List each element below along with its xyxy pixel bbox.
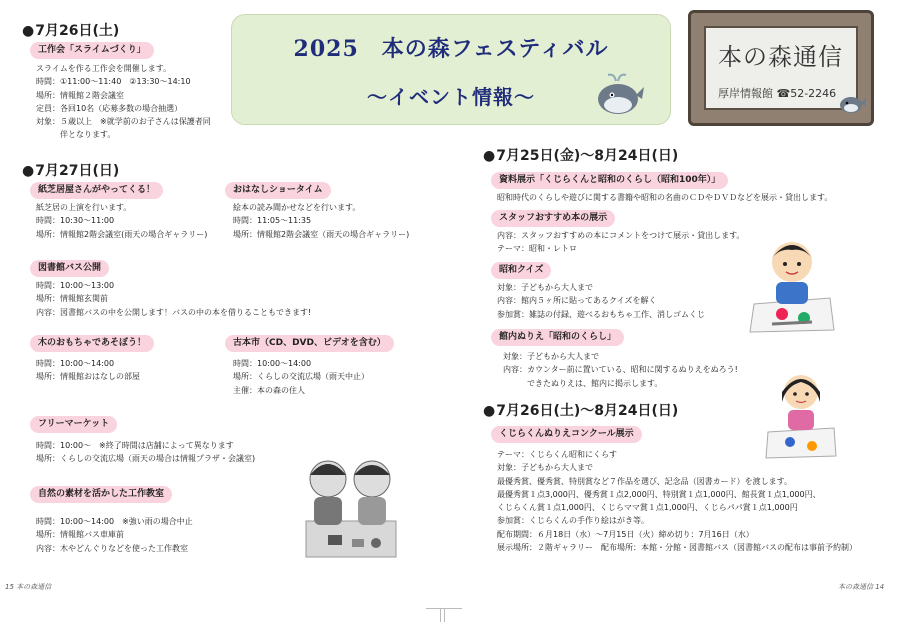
event-title-flea-market: フリーマーケット [30, 416, 117, 433]
binding-mark-line [440, 608, 441, 622]
date-heading-jul26-aug24: ● 7月26日(土)～8月24日(日) [483, 402, 678, 420]
event-title-nature-craft: 自然の素材を活かした工作教室 [30, 486, 172, 503]
event-title-used-books: 古本市（CD、DVD、ビデオを含む） [225, 335, 394, 352]
page-number-right: 本の森通信 14 [838, 583, 885, 591]
event-details-nature-craft: 時間：10:00～14:00 ※強い雨の場合中止 場所：情報館バス車庫前 内容：木やどんぐりなどを使った工作教室 [36, 517, 193, 553]
event-details-coloring-contest: テーマ：くじらくん昭和にくらす 対象：子どもから大人まで 最優秀賞、優秀賞、特別賞など７作品を選び、記念品（図書カード）を渡します。 最優秀賞１点3,000円、優秀賞１点2,000円、特別賞１点1,000円、館長賞１点1,000円、 くじらくん賞１点1,000円、くじらママ賞１点1,000円、くじらパパ賞１点1,000円 参加賞：くじらくんの手作り絵はがき等。 配布期間：６月18日（水）～7月15日（火）締め切り：7月16日（水） 展示場所：２階ギャラリー 配布場所：本館・分館・図書館バス（図書館バスの配布は事前予約制） [497, 450, 857, 553]
page-number-left: 15 本の森通信 [5, 583, 52, 591]
event-title-slime: 工作会「スライムづくり」 [30, 42, 154, 59]
event-title-staff-picks: スタッフおすすめ本の展示 [491, 210, 615, 227]
date-heading-jul26: ● 7月26日(土) [22, 22, 119, 40]
event-details-used-books: 時間：10:00～14:00 場所：くらしの交流広場（雨天中止） 主催：本の森の住人 [233, 359, 369, 395]
banner-title: 2025 本の森フェスティバル [293, 36, 609, 62]
small-whale-icon [837, 89, 867, 115]
event-details-flea-market: 時間：10:00～ ※終了時間は店舗によって異なります 場所：くらしの交流広場（雨天の場合は情報プラザ・会議室) [36, 441, 256, 464]
event-title-library-bus: 図書館バス公開 [30, 260, 109, 277]
event-title-kamishibai: 紙芝居屋さんがやってくる！ [30, 182, 163, 199]
event-details-wooden-toys: 時間：10:00～14:00 場所：情報館おはなしの部屋 [36, 359, 140, 382]
event-details-slime: スライムを作る工作会を開催します。 時間：①11:00～11:40 ②13:30～14:10 場所：情報館２階会議室 定員：各回10名（応募多数の場合抽選） 対象：５歳以上 ※就学前のお子さんは保護者同 伴となります。 [36, 64, 211, 140]
event-details-showa-quiz: 対象：子どもから大人まで 内容：館内５ヶ所に貼ってあるクイズを解く 参加賞：雑誌の付録、遊べるおもちゃ工作、消しゴムくじ [497, 283, 705, 319]
event-details-exhibit: 昭和時代のくらしや遊びに関する書籍や昭和の名曲のＣＤやＤＶＤなどを展示・貸出します。 [497, 193, 833, 202]
event-title-ohanashi: おはなしショータイム [225, 182, 331, 199]
contact-phone: 厚岸情報館 ☎52-2246 [718, 87, 837, 100]
event-title-exhibit: 資料展示「くじらくんと昭和のくらし（昭和100年）」 [491, 172, 728, 189]
event-details-kamishibai: 紙芝居の上演を行います。 時間：10:30～11:00 場所：情報館2階会議室(雨天の場合ギャラリー) [36, 203, 208, 239]
event-title-wooden-toys: 木のおもちゃであそぼう！ [30, 335, 154, 352]
event-title-showa-quiz: 昭和クイズ [491, 262, 551, 279]
event-details-staff-picks: 内容：スタッフおすすめの本にコメントをつけて展示・貸出します。 テーマ：昭和・レトロ [497, 231, 745, 254]
girl-coloring-illustration [764, 368, 838, 460]
event-details-library-bus: 時間：10:00～13:00 場所：情報館玄関前 内容：図書館バスの中を公開します！バスの中の本を借りることもできます! [36, 281, 312, 317]
event-details-ohanashi: 絵本の読み聞かせなどを行います。 時間：11:05～11:35 場所：情報館2階会議室（雨天の場合ギャラリー) [233, 203, 410, 239]
boy-coloring-illustration [748, 234, 836, 334]
event-title-coloring-contest: くじらくんぬりえコンクール展示 [491, 426, 642, 443]
date-heading-jul27: ● 7月27日(日) [22, 162, 119, 180]
event-title-coloring: 館内ぬりえ「昭和のくらし」 [491, 329, 624, 346]
newsletter-sign [688, 10, 874, 126]
date-heading-jul25-aug24: ● 7月25日(金)～8月24日(日) [483, 147, 678, 165]
newsletter-name: 本の森通信 [718, 43, 843, 71]
binding-mark-line-2 [444, 608, 445, 622]
banner-subtitle: ～イベント情報～ [367, 85, 535, 109]
kids-crafting-illustration [298, 453, 402, 561]
title-banner [231, 14, 671, 125]
event-details-coloring: 対象：子どもから大人まで 内容：カウンター前に置いている、昭和に関するぬりえをぬろう! できたぬりえは、館内に掲示します。 [503, 352, 738, 388]
whale-mascot-icon [594, 69, 646, 121]
